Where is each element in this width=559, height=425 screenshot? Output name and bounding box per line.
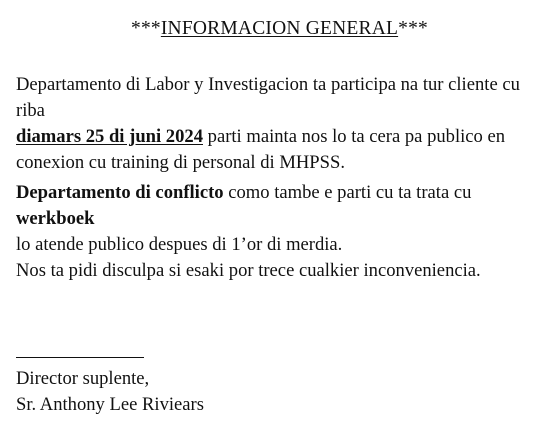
conflict-department: Departamento di conflicto — [16, 182, 224, 203]
notice-title — [0, 18, 559, 40]
p1-line3: conexion cu training di personal di MHPSS. — [16, 152, 345, 173]
signature-role: Director suplente, — [16, 368, 150, 389]
p2-text1: como tambe e parti cu ta trata cu — [223, 182, 472, 203]
werkboek-label: werkboek — [16, 208, 95, 229]
title-prefix: *** — [131, 18, 161, 39]
paragraph-closure-notice — [16, 72, 551, 176]
signature-block — [16, 366, 204, 418]
signature-name: Sr. Anthony Lee Riviears — [16, 394, 204, 415]
p2-text2: lo atende publico despues di 1’or di merdia. — [16, 234, 343, 255]
p1-line2: parti mainta nos lo ta cera pa publico en — [203, 126, 506, 147]
closure-date: diamars 25 di juni 2024 — [16, 126, 203, 147]
paragraph-apology: Nos ta pidi disculpa si esaki por trece cualkier inconveniencia. — [16, 260, 481, 281]
title-suffix: *** — [398, 18, 428, 39]
title-text: INFORMACION GENERAL — [160, 18, 399, 39]
signature-line — [16, 357, 144, 358]
p1-line1: Departamento di Labor y Investigacion ta participa na tur cliente cu riba — [16, 74, 520, 121]
paragraph-conflict-department — [16, 180, 551, 258]
